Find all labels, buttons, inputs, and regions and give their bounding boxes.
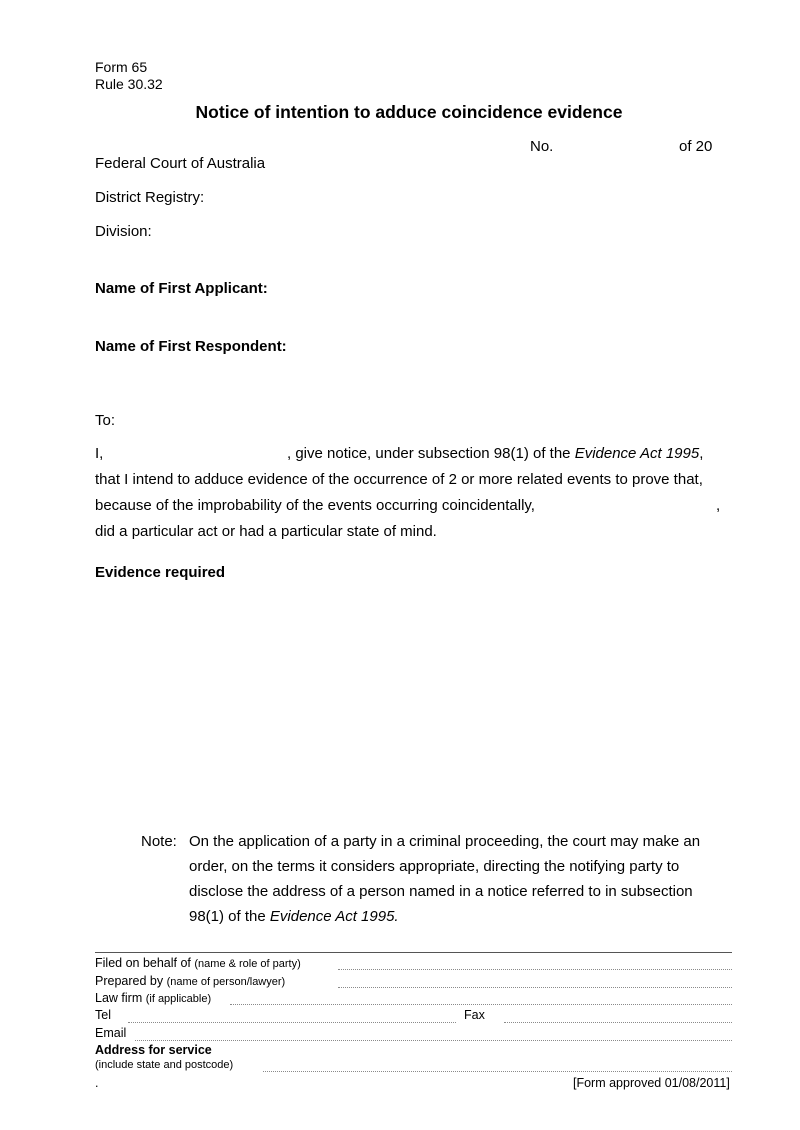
form-number: Form 65	[95, 59, 148, 75]
note-line-1: On the application of a party in a criminal proceeding, the court may make an	[189, 833, 701, 850]
note-line-4	[189, 908, 399, 926]
prepared-by-hint: (name of person/lawyer)	[166, 976, 286, 988]
notice-line-1-text: , give notice, under subsection 98(1) of the	[287, 445, 575, 462]
rule-number: Rule 30.32	[95, 76, 163, 92]
evidence-required-heading: Evidence required	[95, 564, 226, 581]
footer-divider	[95, 952, 732, 953]
note-line-3: disclose the address of a person named in a notice referred to in subsection	[189, 883, 693, 900]
note-line-4-text: 98(1) of the	[189, 908, 270, 925]
address-for-service-field[interactable]	[263, 1071, 732, 1072]
address-for-service-hint: (include state and postcode)	[95, 1059, 234, 1071]
prepared-by-label	[95, 974, 285, 989]
evidence-act-name: Evidence Act 1995	[574, 445, 700, 462]
law-firm-text: Law firm	[95, 991, 143, 1005]
prepared-by-text: Prepared by	[95, 974, 164, 988]
file-number-label: No.	[530, 138, 554, 155]
first-respondent-label: Name of First Respondent:	[95, 338, 287, 355]
form-approval-date: [Form approved 01/08/2011]	[573, 1076, 730, 1090]
law-firm-field[interactable]	[230, 1004, 732, 1005]
law-firm-label	[95, 991, 211, 1006]
address-for-service-label: Address for service	[95, 1043, 212, 1057]
document-title: Notice of intention to adduce coincidence evidence	[195, 102, 623, 122]
division-label: Division:	[95, 223, 152, 240]
prepared-by-field[interactable]	[338, 987, 732, 988]
tel-label: Tel	[95, 1008, 111, 1022]
filed-on-behalf-label	[95, 956, 301, 971]
note-label: Note:	[141, 833, 177, 850]
to-label: To:	[95, 412, 116, 429]
notice-line-3: because of the improbability of the events occurring coincidentally,	[95, 497, 535, 514]
email-field[interactable]	[135, 1040, 732, 1041]
notice-line-1	[287, 445, 703, 463]
court-name: Federal Court of Australia	[95, 155, 266, 172]
fax-field[interactable]	[504, 1022, 732, 1023]
fax-label: Fax	[464, 1008, 485, 1022]
notice-line-2: that I intend to adduce evidence of the occurrence of 2 or more related events to prove that,	[95, 471, 703, 488]
notice-line-3-comma: ,	[716, 497, 721, 514]
notice-line-4: did a particular act or had a particular state of mind.	[95, 523, 437, 540]
filed-on-behalf-hint: (name & role of party)	[194, 958, 301, 970]
note-act-name: Evidence Act 1995.	[269, 908, 399, 925]
email-label: Email	[95, 1026, 127, 1040]
filed-on-behalf-field[interactable]	[338, 969, 732, 970]
tel-field[interactable]	[128, 1022, 456, 1023]
note-line-2: order, on the terms it considers appropriate, directing the notifying party to	[189, 858, 680, 875]
district-registry-label: District Registry:	[95, 189, 205, 206]
file-year-label: of 20	[679, 138, 713, 155]
notice-line-1-end: ,	[699, 445, 704, 462]
law-firm-hint: (if applicable)	[145, 993, 212, 1005]
notice-line-1-start: I,	[95, 445, 104, 462]
first-applicant-label: Name of First Applicant:	[95, 280, 268, 297]
filed-on-behalf-text: Filed on behalf of	[95, 956, 191, 970]
footer-period: .	[95, 1076, 99, 1090]
